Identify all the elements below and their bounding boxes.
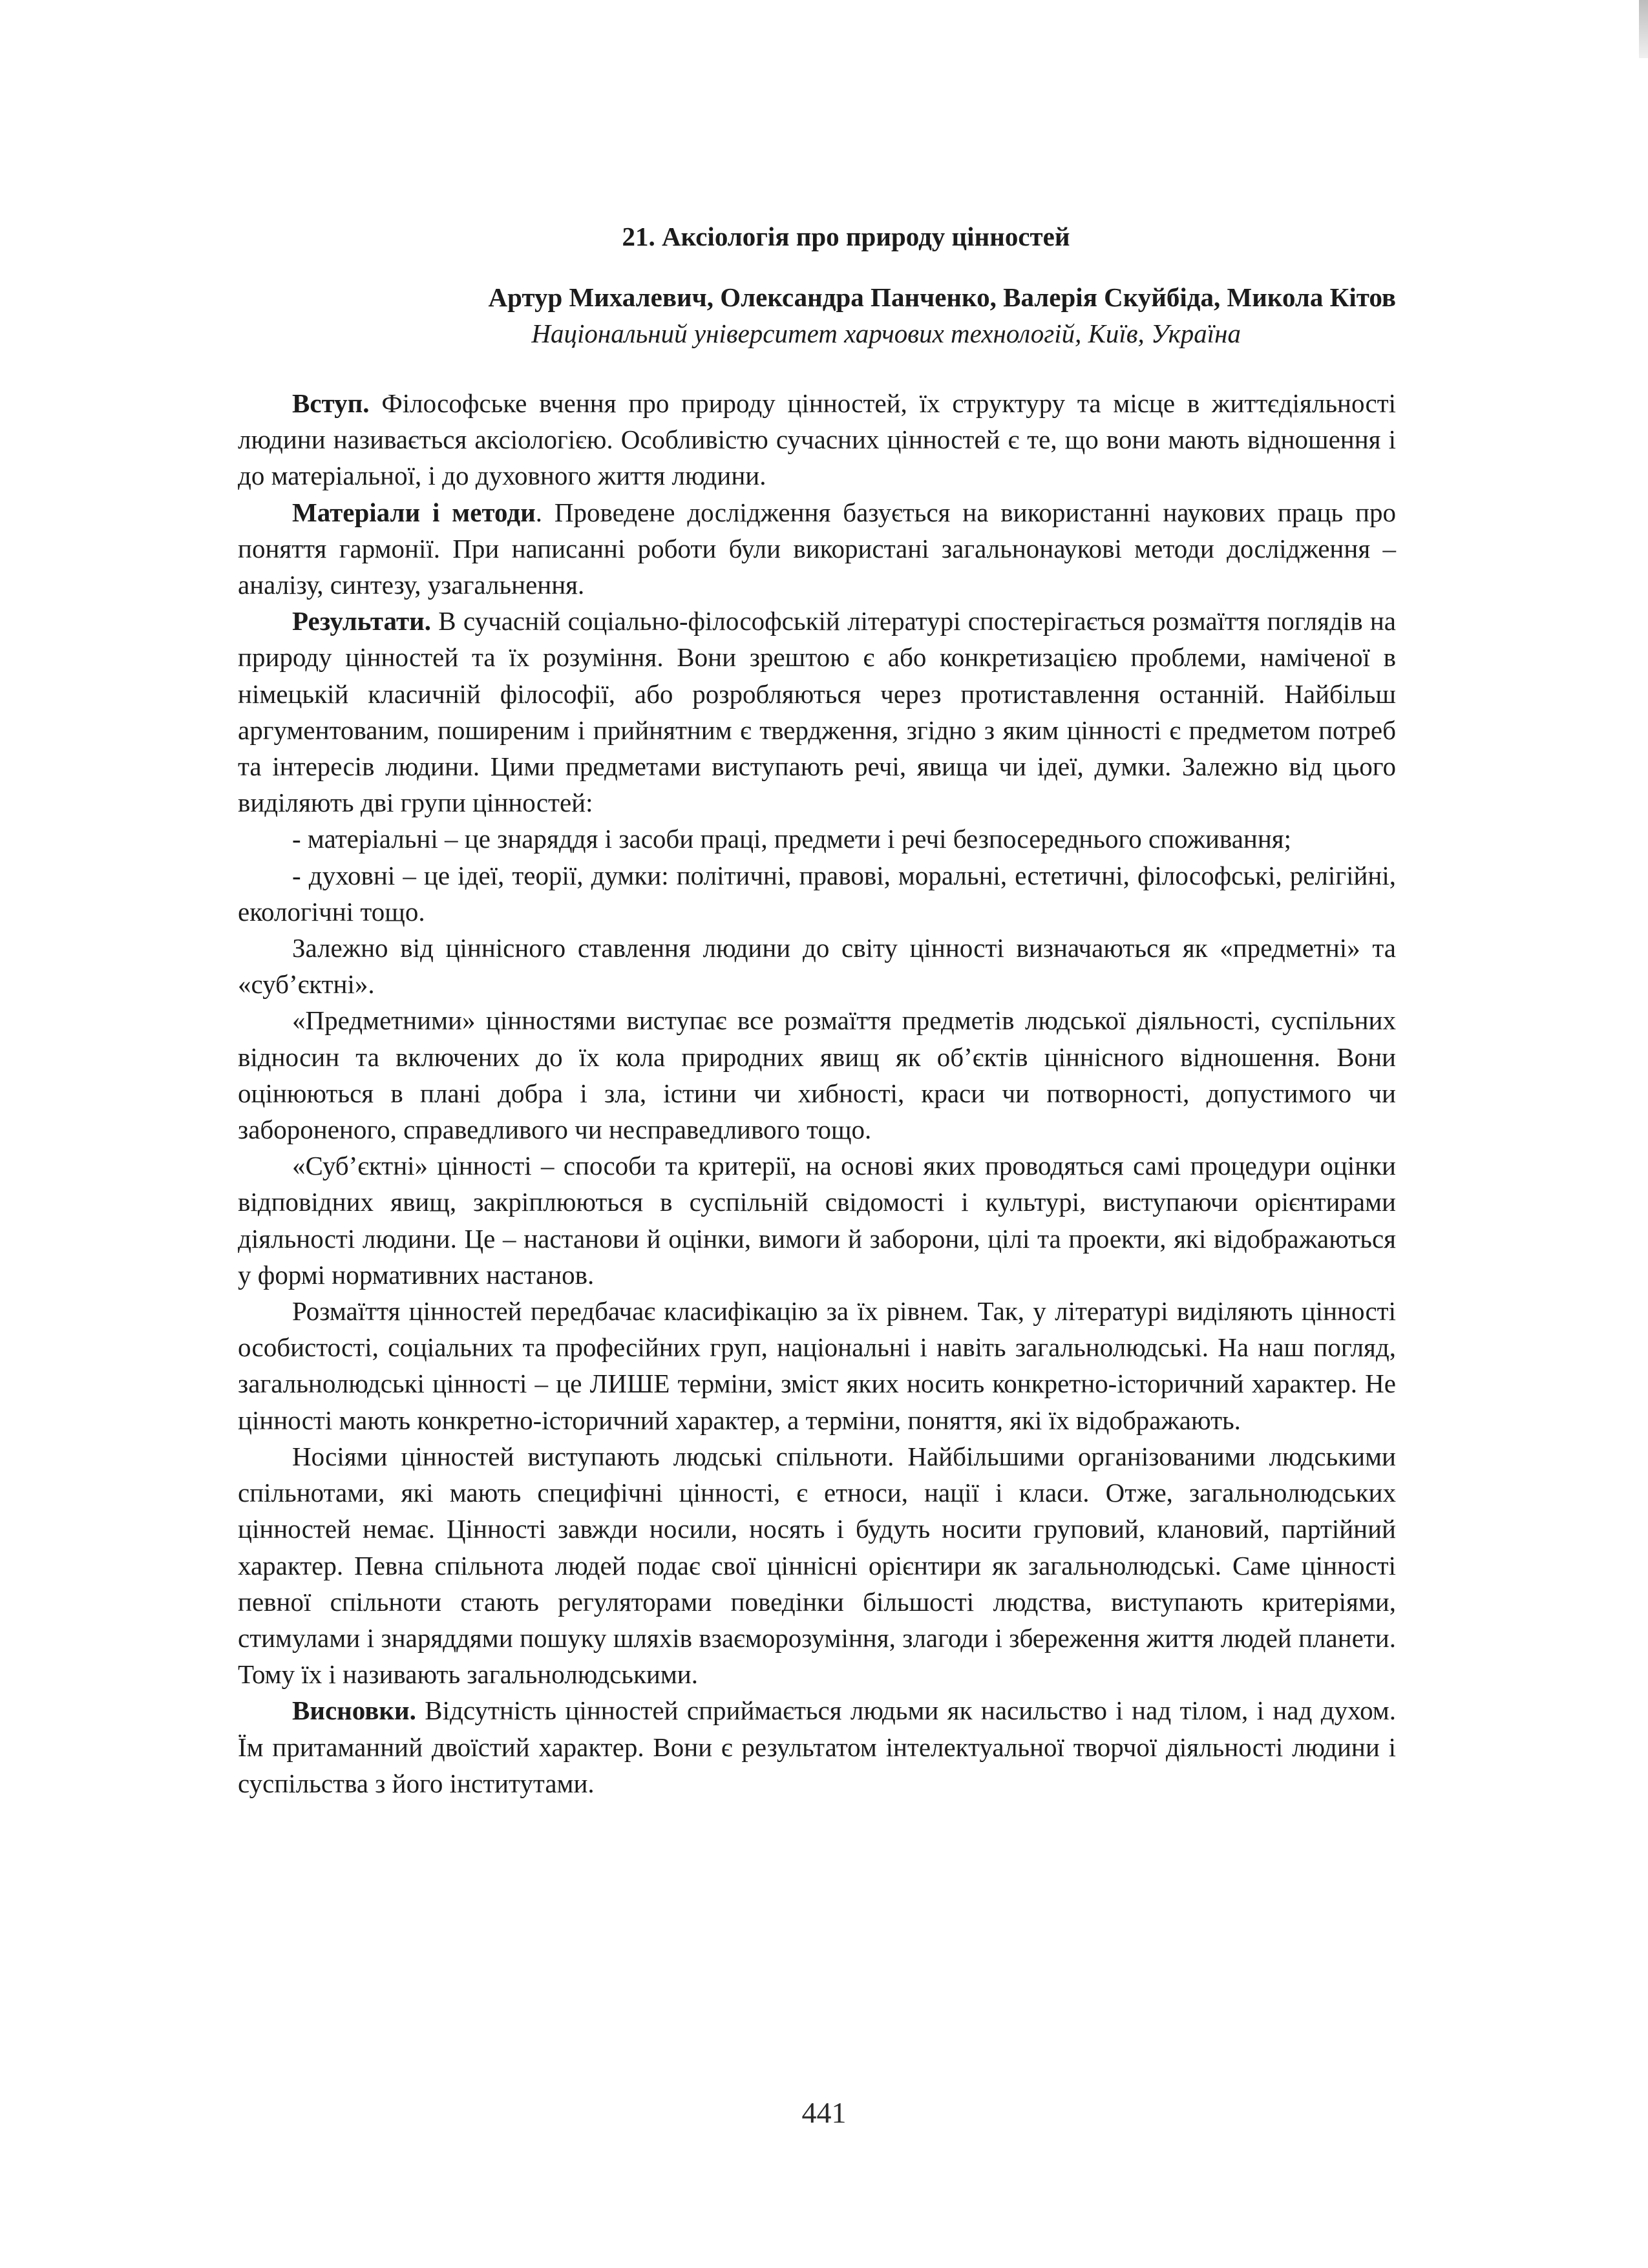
methods-paragraph — [238, 494, 1396, 604]
paragraph-value-attitude: Залежно від ціннісного ставлення людини до світу цінності визначаються як «предметні» та «суб’єктні». — [238, 933, 1396, 1000]
article-body — [238, 385, 1396, 1801]
article-title: 21. Аксіологія про природу цінностей — [622, 222, 1070, 251]
conclusions-paragraph — [238, 1692, 1396, 1801]
conclusions-text: Відсутність цінностей сприймається людьми як насильство і над тілом, і над духом. Їм притаманний двоїстий характер. Вони є результатом інтелектуальної творчої діяльності людини і суспільства з його інститутами. — [238, 1696, 1396, 1798]
methods-heading: Матеріали і методи — [292, 497, 536, 527]
conclusions-heading: Висновки. — [292, 1696, 416, 1726]
results-text: В сучасній соціально-філософській літературі спостерігається розмаїття поглядів на природу цінностей та їх розуміння. Вони зрештою є або конкретизацією проблеми, наміченої в німецькій класичній філософії, або розробляються через протиставлення останній. Найбільш аргументованим, поширеним і прийнятним є твердження, згідно з яким цінності є предметом потреб та інтересів людини. Цими предметами виступають речі, явища чи ідеї, думки. Залежно від цього виділяють дві групи цінностей: — [238, 606, 1396, 818]
paragraph-classification: Розмаїття цінностей передбачає класифікацію за їх рівнем. Так, у літературі виділяють цінності особистості, соціальних та професійних груп, національні і навіть загальнолюдські. На наш погляд, загальнолюдські цінності – це ЛИШЕ терміни, зміст яких носить конкретно-історичний характер. Не цінності мають конкретно-історичний характер, а терміни, поняття, які їх відображають. — [238, 1296, 1396, 1435]
list-item-spiritual: - духовні – це ідеї, теорії, думки: політичні, правові, моральні, естетичні, філософські, релігійні, екологічні тощо. — [238, 860, 1396, 927]
page-content — [238, 220, 1396, 1801]
intro-paragraph — [238, 385, 1396, 494]
methods-text: . Проведене дослідження базується на використанні наукових праць про поняття гармонії. При написанні роботи були використані загальнонаукові методи дослідження – аналізу, синтезу, узагальнення. — [238, 497, 1397, 600]
scan-edge — [1639, 0, 1648, 58]
article-affiliation: Національний університет харчових технологій, Київ, Україна — [531, 319, 1241, 348]
intro-text: Філософське вчення про природу цінностей, їх структуру та місце в життєдіяльності людини називається аксіологією. Особливістю сучасних цінностей є те, що вони мають відношення і до матеріальної, і до духовного життя людини. — [238, 388, 1396, 491]
article-authors: Артур Михалевич, Олександра Панченко, Валерія Скуйбіда, Микола Кітов — [488, 282, 1396, 312]
paragraph-subject-values: «Суб’єктні» цінності – способи та критерії, на основі яких проводяться самі процедури оцінки відповідних явищ, закріплюються в суспільній свідомості і культурі, виступаючи орієнтирами діяльності людини. Це – настанови й оцінки, вимоги й заборони, цілі та проекти, які відображаються у формі нормативних настанов. — [238, 1151, 1396, 1290]
paragraph-object-values: «Предметними» цінностями виступає все розмаїття предметів людської діяльності, суспільних відносин та включених до їх кола природних явищ як об’єктів ціннісного відношення. Вони оцінюються в плані добра і зла, істини чи хибності, краси чи потворності, допустимого чи забороненого, справедливого чи несправедливого тощо. — [238, 1005, 1396, 1145]
page-number: 441 — [801, 2096, 847, 2129]
list-item-material: - матеріальні – це знаряддя і засоби праці, предмети і речі безпосереднього споживання; — [292, 824, 1292, 854]
results-heading: Результати. — [292, 606, 432, 636]
paragraph-value-bearers: Носіями цінностей виступають людські спільноти. Найбільшими організованими людськими спільнотами, які мають специфічні цінності, є етноси, нації і класи. Отже, загальнолюдських цінностей немає. Цінності завжди носили, носять і будуть носити груповий, клановий, партійний характер. Певна спільнота людей подає свої ціннісні орієнтири як загальнолюдські. Саме цінності певної спільноти стають регуляторами поведінки більшості людства, виступають критеріями, стимулами і знаряддями пошуку шляхів взаєморозуміння, злагоди і збереження життя людей планети. Тому їх і називають загальнолюдськими. — [238, 1441, 1396, 1690]
intro-heading: Вступ. — [292, 388, 370, 418]
results-paragraph — [238, 603, 1396, 821]
